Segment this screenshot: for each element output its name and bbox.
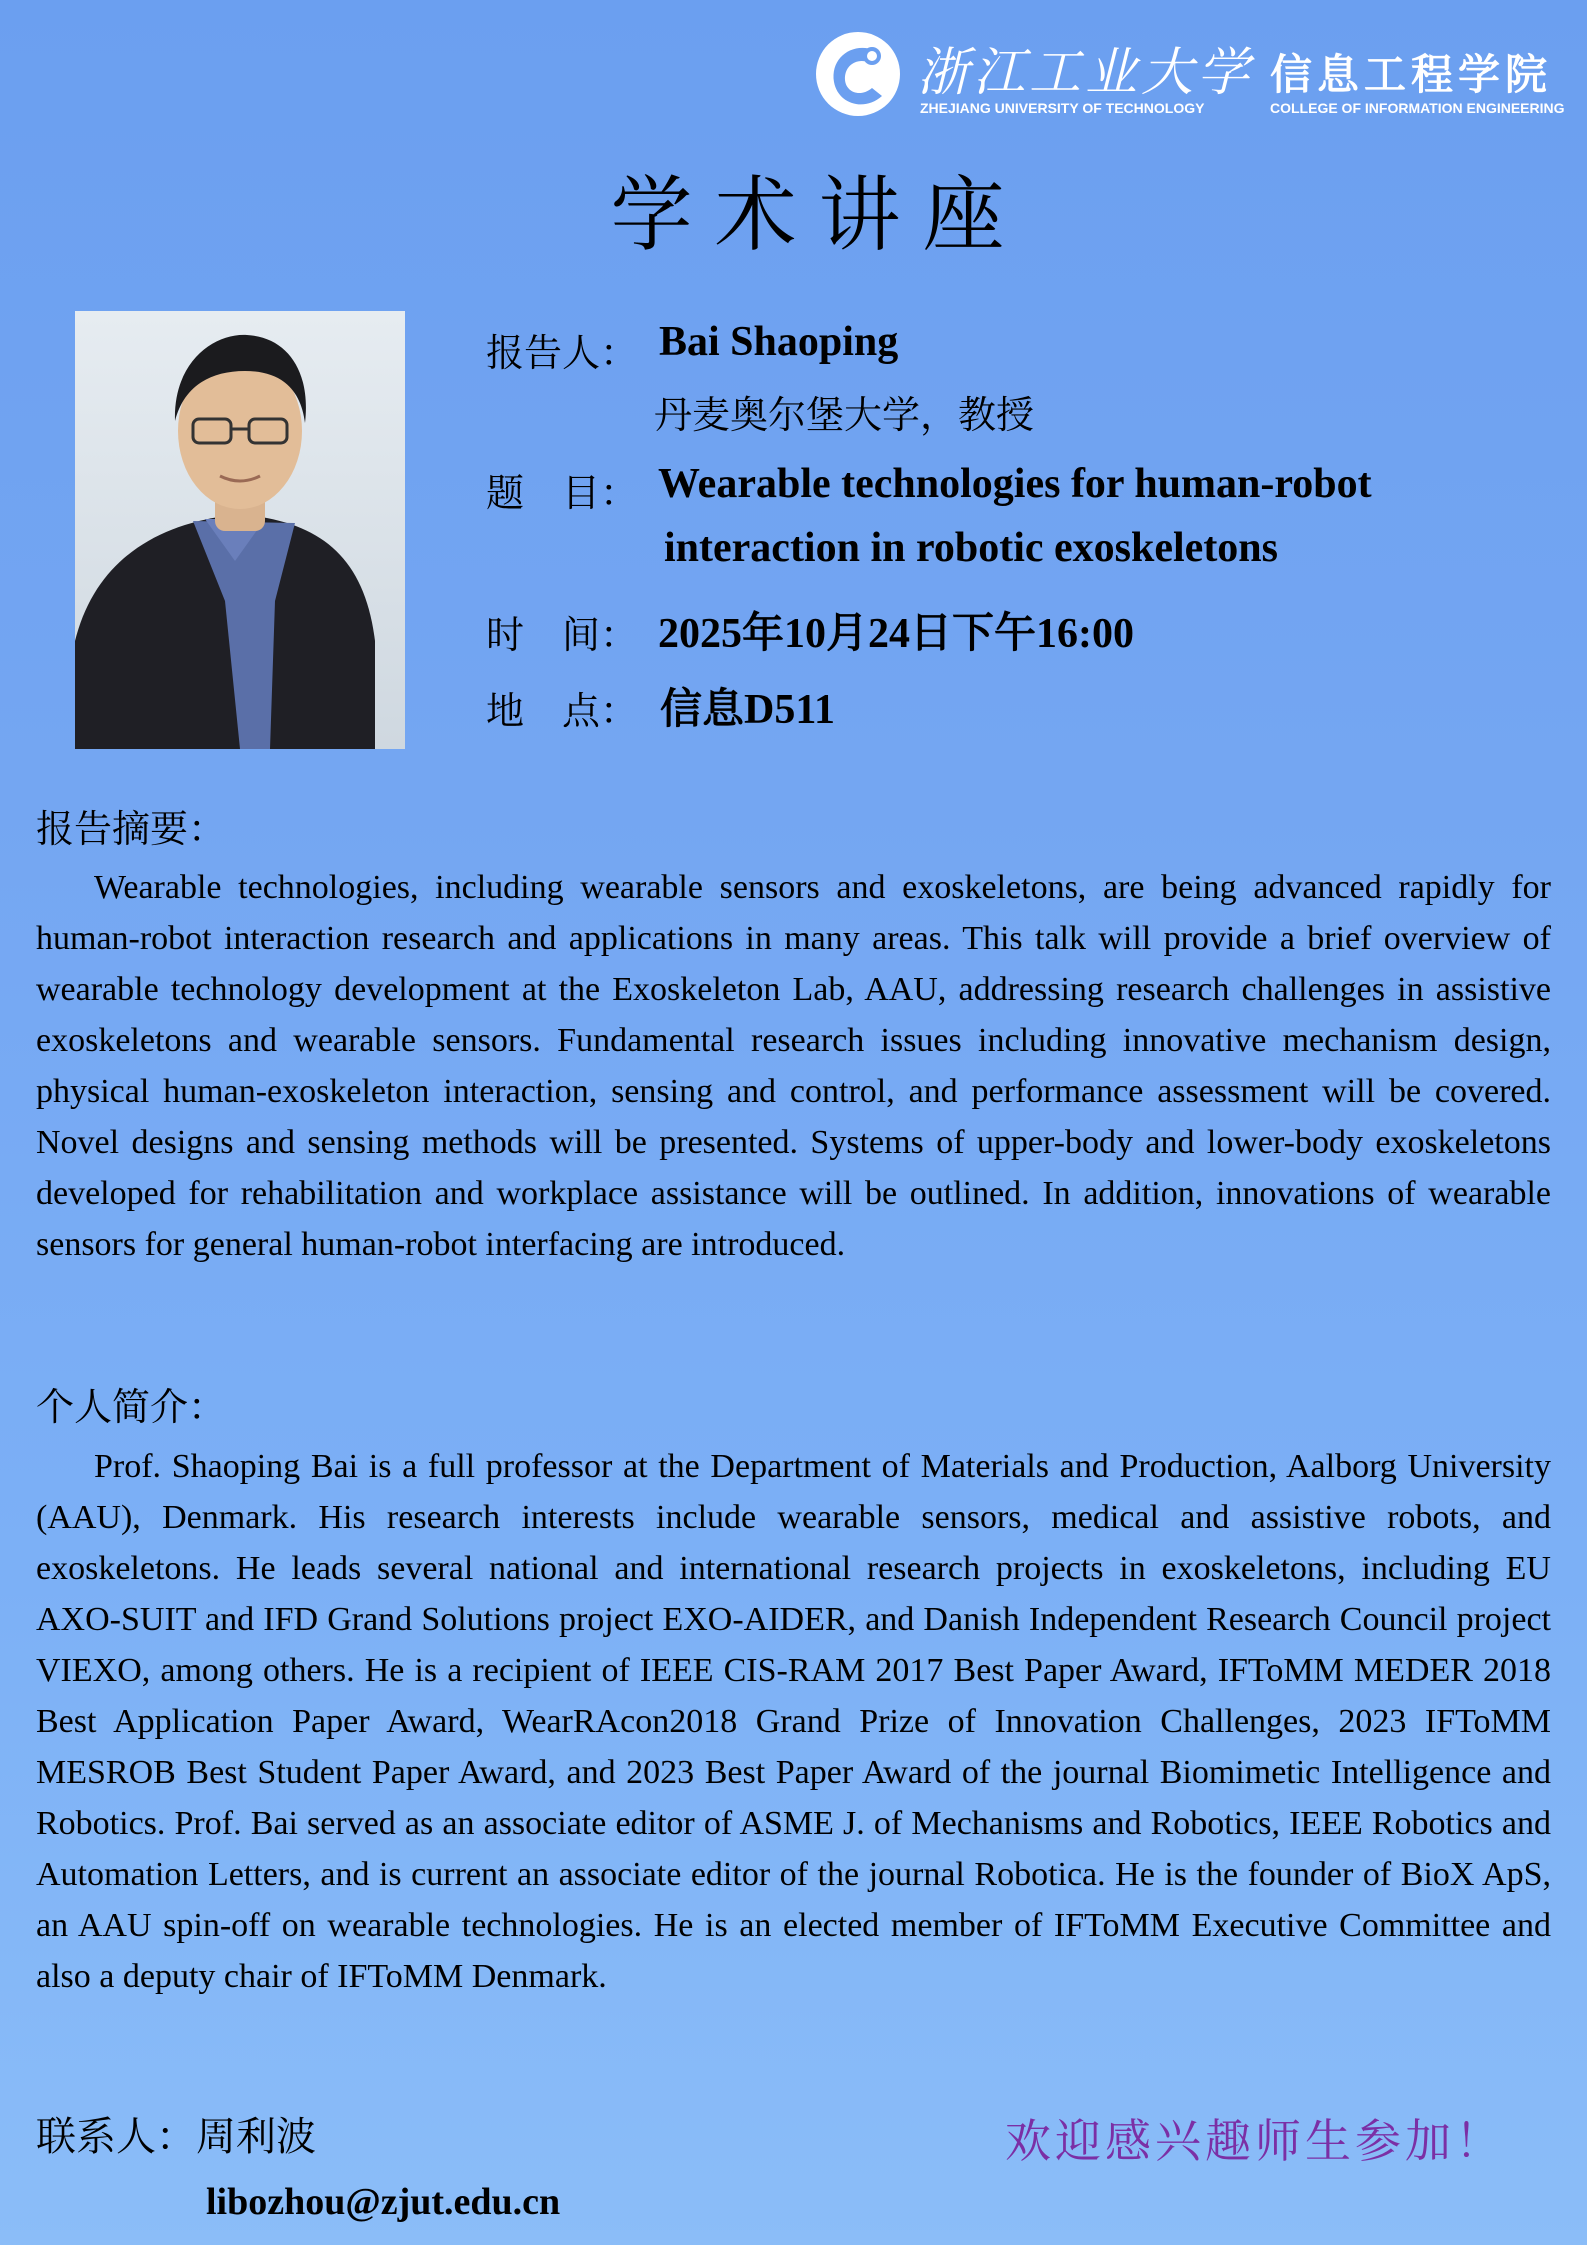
topic-line-1: Wearable technologies for human-robot bbox=[658, 461, 1372, 507]
abstract-heading: 报告摘要： bbox=[36, 807, 227, 851]
place-value: 信息D511 bbox=[660, 687, 836, 733]
time-value: 2025年10月24日下午16:00 bbox=[658, 611, 1134, 657]
college-logo bbox=[812, 28, 1582, 120]
page-title-text: 学术讲座 bbox=[610, 168, 1027, 263]
speaker-label: 报告人： bbox=[486, 331, 639, 375]
speaker-portrait-icon bbox=[75, 311, 405, 749]
contact-person: 联系人：周利波 bbox=[36, 2114, 316, 2160]
college-name-en: COLLEGE OF INFORMATION ENGINEERING bbox=[1270, 100, 1565, 116]
abstract-text: Wearable technologies, including wearable sensors and exoskeletons, are being advanced rapidly for human-robot interaction research and applications in many areas. This talk will provide a brief overview of wearable technology development at the Exoskeleton Lab, AAU, addressing research challenges in assistive exoskeletons and wearable sensors. Fundamental research issues including innovative mechanism design, physical human-exoskeleton interaction, sensing and control, and performance assessment will be covered. Novel designs and sensing methods will be presented. Systems of upper-body and lower-body exoskeletons developed for rehabilitation and workplace assistance will be outlined. In addition, innovations of wearable sensors for general human-robot interfacing are introduced. bbox=[36, 869, 1551, 1263]
bio-heading: 个人简介： bbox=[36, 1385, 227, 1429]
time-label: 时 间： bbox=[486, 613, 639, 657]
topic-line-2: interaction in robotic exoskeletons bbox=[664, 525, 1279, 571]
welcome-message: 欢迎感兴趣师生参加！ bbox=[1005, 2114, 1505, 2168]
speaker-name: Bai Shaoping bbox=[659, 319, 899, 365]
university-name-cn: 浙江工业大学 bbox=[917, 43, 1254, 103]
zjut-logo-icon bbox=[812, 28, 904, 120]
university-name-en: ZHEJIANG UNIVERSITY OF TECHNOLOGY bbox=[920, 100, 1205, 116]
bio-text: Prof. Shaoping Bai is a full professor at the Department of Materials and Production, Aalborg University (AAU), Denmark. His research interests include wearable sensors, medical and assistive robots, and exoskeletons. He leads several national and international research projects in exoskeletons, including EU AXO-SUIT and IFD Grand Solutions project EXO-AIDER, and Danish Independent Research Council project VIEXO, among others. He is a recipient of IEEE CIS-RAM 2017 Best Paper Award, IFToMM MEDER 2018 Best Application Paper Award, WearRAcon2018 Grand Prize of Innovation Challenges, 2023 IFToMM MESROB Best Student Paper Award, and 2023 Best Paper Award of the journal Biomimetic Intelligence and Robotics. Prof. Bai served as an associate editor of ASME J. of Mechanisms and Robotics, IEEE Robotics and Automation Letters, and is current an associate editor of the journal Robotica. He is the founder of BioX ApS, an AAU spin-off on wearable technologies. He is an elected member of IFToMM Executive Committee and also a deputy chair of IFToMM Denmark. bbox=[36, 1448, 1551, 1995]
contact-email[interactable]: libozhou@zjut.edu.cn bbox=[206, 2181, 561, 2223]
topic-label: 题 目： bbox=[486, 471, 639, 515]
speaker-photo bbox=[75, 311, 405, 749]
page-title bbox=[0, 150, 1587, 267]
place-label: 地 点： bbox=[486, 689, 639, 733]
college-name-cn: 信息工程学院 bbox=[1270, 50, 1553, 99]
speaker-affiliation: 丹麦奥尔堡大学，教授 bbox=[654, 393, 1035, 437]
